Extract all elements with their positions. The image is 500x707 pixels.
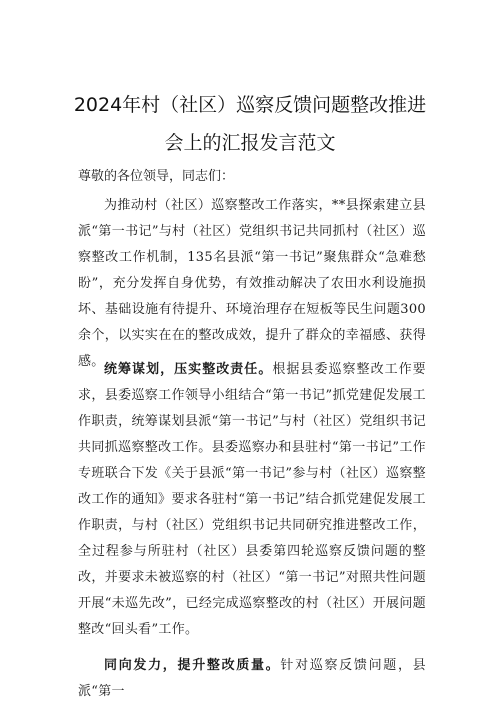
paragraph-lead-heading: 同向发力，提升整改质量。	[104, 658, 281, 673]
document-title-line-2: 会上的汇报发言范文	[164, 132, 336, 154]
paragraph-text: 根据县委巡察整改工作要求，县委巡察工作领导小组结合“第一书记”抓党建促发展工作职责，统筹谋划县派“第一书记”与村（社区）党组织书记共同抓巡察整改工作。县委巡察办和县驻村“第一书记”工作专班联合下发《关于县派“第一书记”参与村（社区）巡察整改工作的通知》要求各驻村“第一书记”结合抓党建促发展工作职责，与村（社区）党组织书记共同研究推进整改工作，全过程参与所驻村（社区）县委第四轮巡察反馈问题的整改，并要求未被巡察的村（社区）“第一书记”对照共性问题开展“未巡先改”，已经完成巡察整改的村（社区）开展问题整改“回头看”工作。	[78, 362, 426, 637]
paragraph-intro	[78, 193, 426, 375]
salutation: 尊敬的各位领导，同志们：	[78, 169, 235, 184]
paragraph-lead-heading: 统筹谋划，压实整改责任。	[104, 362, 273, 377]
document-title-line-1: 2024年村（社区）巡察反馈问题整改推进	[73, 94, 427, 116]
paragraph-text: 针对巡察反馈问题，县派“第一	[78, 658, 426, 699]
paragraph-planning	[78, 357, 426, 643]
paragraph-quality	[78, 653, 426, 705]
paragraph-text: 为推动村（社区）巡察整改工作落实，**县探索建立县派“第一书记”与村（社区）党组织书记共同抓村（社区）巡察整改工作机制，135名县派“第一书记”聚焦群众“急难愁盼”，充分发挥自身优势，有效推动解决了农田水利设施损坏、基础设施有待提升、环境治理存在短板等民生问题300余个，以实实在在的整改成效，提升了群众的幸福感、获得感。	[78, 198, 426, 369]
